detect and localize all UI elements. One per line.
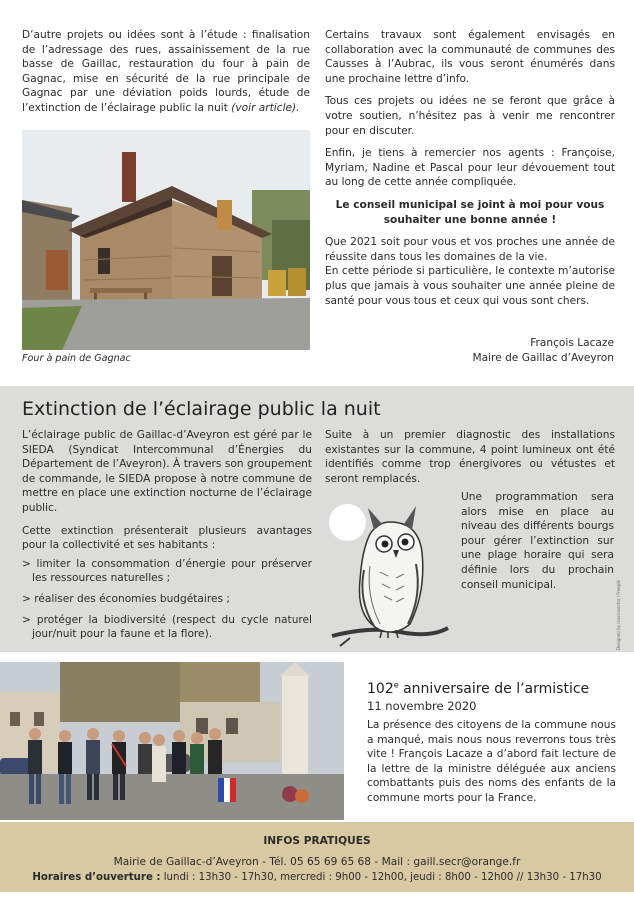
- bread-oven-illustration: [22, 130, 310, 350]
- armistice-text: La présence des citoyens de la commune nous a manqué, mais nous nous reverrons tous très vite ! François Lacaze a d’abord fait lecture de la lettre de la ministre déléguée aux anciens combattants puis des noms des enfants de la commune morts pour la France.: [367, 719, 616, 804]
- signature-block: [473, 336, 615, 366]
- diagnostic-paragraph: Suite à un premier diagnostic des installations existantes sur la commune, 4 point lumineux ont été identifiés comme trop énergivores ou vétustes et seront remplacés.: [325, 429, 615, 485]
- benefit-item: > protéger la biodiversité (respect du cycle naturel jour/nuit pour la faune et la flore).: [22, 613, 312, 642]
- extinction-left-column: [22, 428, 312, 648]
- closing-paragraph-2: En cette période si particulière, le contexte m’autorise plus que jamais à vous souhaiter une année pleine de santé pour vous tous et ceux qui vous sont chers.: [325, 265, 615, 307]
- owl-icon: [330, 500, 450, 648]
- image-credit: Designed by macrovector / Freepik: [616, 580, 621, 650]
- extinction-intro: L’éclairage public de Gaillac-d’Aveyron est géré par le SIEDA (Syndicat Intercommunal d’Énergies du Département de l’Aveyron). À travers son groupement de commande, le SIEDA propose à notre commune de mettre en place une extinction nocturne de l’éclairage public.: [22, 429, 312, 514]
- closing-paragraph-1: Que 2021 soit pour vous et vos proches une année de réussite dans tous les domaines de la vie.: [325, 236, 615, 263]
- footer-title: INFOS PRATIQUES: [263, 835, 371, 847]
- armistice-ceremony-photo: [0, 662, 344, 820]
- footer-contact: Mairie de Gaillac-d’Aveyron - Tél. 05 65 69 65 68 - Mail : gaill.secr@orange.fr: [113, 856, 521, 868]
- benefit-item: > réaliser des économies budgétaires ;: [22, 592, 312, 607]
- armistice-title: 102e anniversaire de l’armistice: [367, 680, 590, 697]
- hours-value: lundi : 13h30 - 17h30, mercredi : 9h00 - 12h00, jeudi : 8h00 - 12h00 // 13h30 - 17h30: [160, 872, 602, 883]
- benefits-list: [22, 557, 312, 642]
- armistice-date: 11 novembre 2020: [367, 699, 477, 713]
- extinction-title: Extinction de l’éclairage public la nuit: [22, 398, 381, 420]
- top-left-column: [22, 28, 310, 124]
- signature-role: Maire de Gaillac d’Aveyron: [472, 352, 614, 364]
- benefit-item: > limiter la consommation d’énergie pour préserver les ressources naturelles ;: [22, 557, 312, 586]
- wishes-bold: Le conseil municipal se joint à moi pour vous souhaiter une bonne année !: [335, 198, 605, 226]
- ceremony-illustration: [0, 662, 344, 820]
- hours-label: Horaires d’ouverture :: [32, 872, 161, 883]
- top-right-column: [325, 28, 615, 316]
- support-paragraph: Tous ces projets ou idées ne se feront que grâce à votre soutien, n’hésitez pas à venir me rencontrer pour en discuter.: [325, 95, 615, 137]
- footer-hours: [0, 871, 634, 886]
- benefits-intro: Cette extinction présenterait plusieurs avantages pour la collectivité et ses habitants :: [22, 524, 312, 552]
- programming-paragraph: Une programmation sera alors mise en place au niveau des différents bourgs pour gérer l’extinction sur une plage horaire qui sera définie lors du prochain conseil municipal.: [461, 491, 614, 591]
- see-article-note: (voir article).: [231, 101, 300, 114]
- thanks-paragraph: Enfin, je tiens à remercier nos agents : Françoise, Myriam, Nadine et Pascal pour leur dévouement tout au long de cette année compliquée.: [325, 147, 615, 189]
- works-paragraph: Certains travaux sont également envisagés en collaboration avec la communauté de communes des Causses à l’Aubrac, ils vous seront énumérés dans une prochaine lettre d’info.: [325, 29, 615, 85]
- signature-name: François Lacaze: [530, 337, 614, 349]
- projects-paragraph: D’autre projets ou idées sont à l’étude : finalisation de l’adressage des rues, assainissement de la rue basse de Gaillac, restauration du four à pain de Gagnac, mise en sécurité de la rue principale de Gagnac par une déviation poids lourds, étude de l’extinction de l’éclairage public la nuit (voir article).: [22, 29, 310, 114]
- photo-caption: Four à pain de Gagnac: [22, 353, 131, 364]
- bread-oven-photo: [22, 130, 310, 350]
